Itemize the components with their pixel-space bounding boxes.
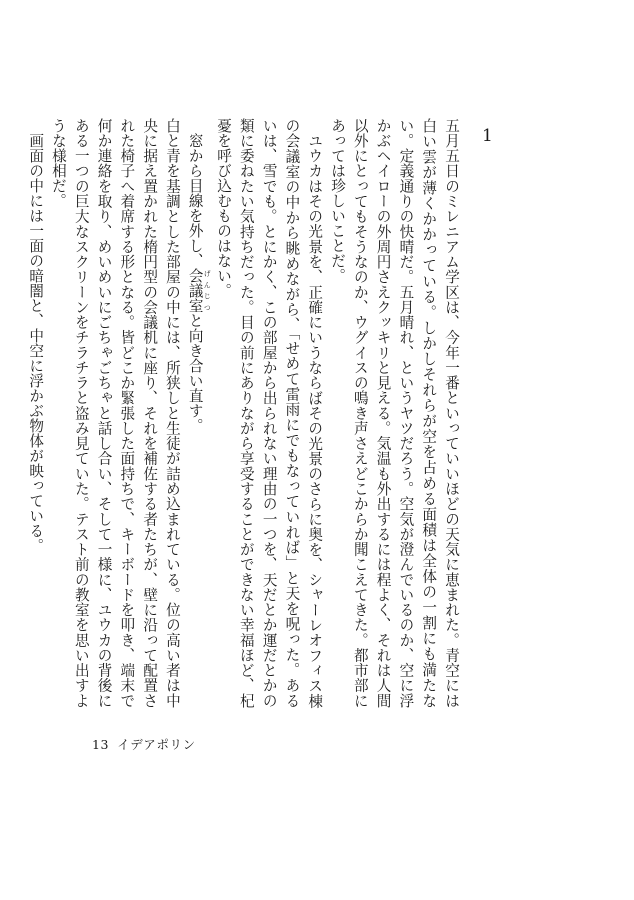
ruby-base: 会議室 (186, 267, 204, 313)
page-footer (92, 735, 196, 753)
paragraph-4: 白と青を基調とした部屋の中には、所狭しと生徒が詰め込まれている。位の高い者は中央に据え置かれた楕円型の会議机に座り、それを補佐する者たちが、壁に沿って配置された椅子へ着席する形となる。皆どこか緊張した面持ちで、キーボードを叩き、端末で何か連絡を取り、めいめいにごちゃごちゃと話し合い、そして一様に、ユウカの背後にある一つの巨大なスクリーンをチラチラと盗み見ていた。テスト前の教室を思い出すような様相だ。 (49, 118, 181, 708)
body-text (27, 118, 462, 708)
chapter-number: 1 (482, 126, 493, 146)
paragraph-2: ユウカはその光景を、正確にいうならばその光景のさらに奥を、シャーレオフィス棟の会議室の中から眺めながら、「せめて雷雨にでもなっていれば」と天を呪った。あるいは、雪でも。とにかく、この部屋から出られない理由の一つを、天だとか運だとかの類に委ねたい気持ちだった。目の前にありながら享受することができない幸福ほど、杞憂を呼び込むものはない。 (215, 118, 324, 708)
paragraph-1: 五月五日のミレニアム学区は、今年一番といっていいほどの天気に恵まれた。青空には白い雲が薄くかかっている。しかしそれらが空を占める面積は全体の一割にも満たない。定義通りの快晴だ。五月晴れ、というヤツだろう。空気が澄んでいるのか、空に浮かぶヘイローの外周円さえクッキリと見える。気温も外出するには程よく、それは人間以外にとってもそうなのか、ウグイスの鳴き声さえどこからか聞こえてきた。都市部にあっては珍しいことだ。 (329, 118, 460, 708)
paragraph-3-lead: 窓から目線を外し、 (186, 132, 204, 268)
ruby-reading: げんじつ (203, 267, 212, 313)
paragraph-3 (183, 118, 211, 708)
ruby-annotation (186, 267, 212, 313)
paragraph-5: 画面の中には一面の暗闇と、中空に浮かぶ物体が映っている。 (27, 132, 45, 553)
running-title: イデアポリン (117, 737, 196, 752)
page-number: 13 (92, 737, 110, 752)
paragraph-3-tail: と向き合い直す。 (186, 312, 204, 433)
